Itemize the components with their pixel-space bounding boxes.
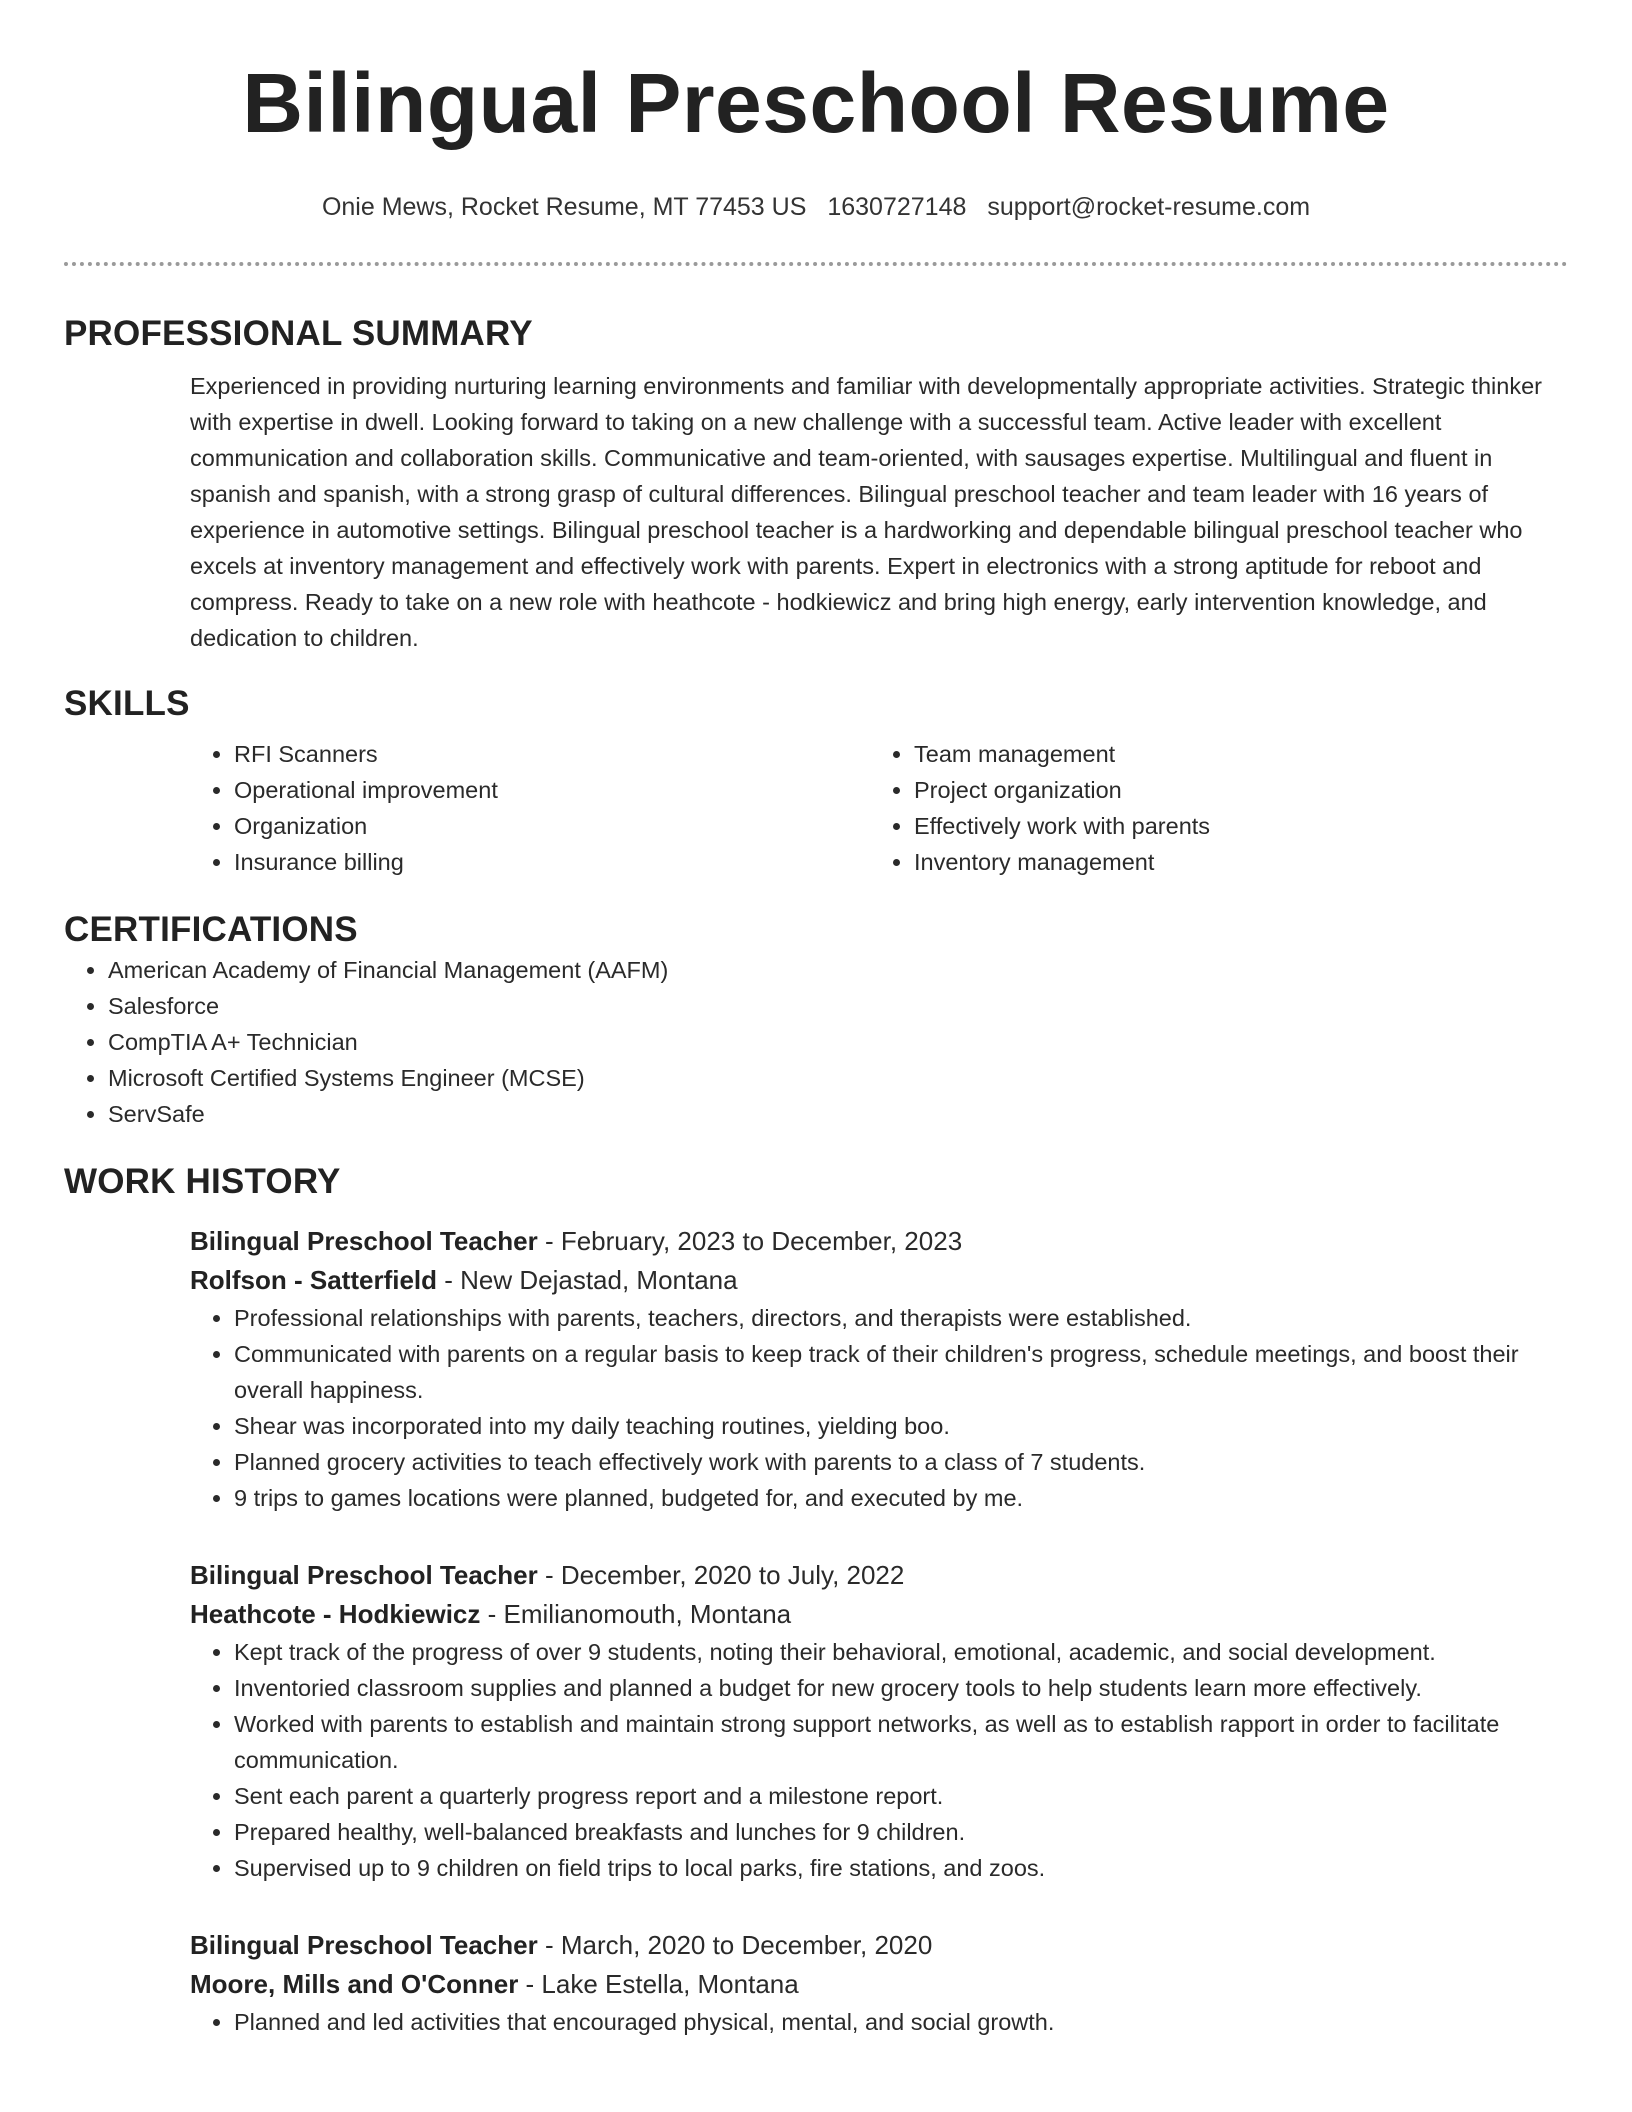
skill-item: • Team management: [914, 736, 1568, 772]
header-divider: [64, 262, 1568, 266]
skill-item: • Inventory management: [914, 844, 1568, 880]
job-bullet: • Communicated with parents on a regular basis to keep track of their children's progress, schedule meetings, and boost their overall happiness.: [234, 1336, 1568, 1408]
job-bullet: • Inventoried classroom supplies and planned a budget for new grocery tools to help students learn more effectively.: [234, 1670, 1568, 1706]
job-bullet: • Kept track of the progress of over 9 students, noting their behavioral, emotional, academic, and social development.: [234, 1634, 1568, 1670]
certifications-section: [64, 908, 1568, 1132]
job-company-line: [190, 1595, 1568, 1634]
job-dates: - March, 2020 to December, 2020: [537, 1930, 933, 1960]
certification-item: • ServSafe: [108, 1096, 1568, 1132]
job-bullet: • Supervised up to 9 children on field trips to local parks, fire stations, and zoos.: [234, 1850, 1568, 1886]
certification-item: • American Academy of Financial Management (AAFM): [108, 952, 1568, 988]
skill-item: • RFI Scanners: [234, 736, 870, 772]
contact-line: [64, 192, 1568, 222]
certifications-heading: CERTIFICATIONS: [64, 910, 358, 949]
skill-item: • Effectively work with parents: [914, 808, 1568, 844]
skills-list-right: [870, 736, 1568, 880]
job-bullets: [190, 2004, 1568, 2040]
job-bullets: [190, 1634, 1568, 1886]
job-company-line: [190, 1261, 1568, 1300]
job-bullet: • Planned and led activities that encouraged physical, mental, and social growth.: [234, 2004, 1568, 2040]
job-location: - Emilianomouth, Montana: [480, 1599, 792, 1629]
job-bullet: • Prepared healthy, well-balanced breakfasts and lunches for 9 children.: [234, 1814, 1568, 1850]
job-title-line: [190, 1926, 1568, 1965]
job-title: Bilingual Preschool Teacher: [190, 1226, 538, 1256]
work-history-section: [64, 1160, 1568, 2040]
contact-email: support@rocket-resume.com: [987, 193, 1311, 221]
summary-section: [64, 312, 1568, 656]
job-bullet: • Sent each parent a quarterly progress report and a milestone report.: [234, 1778, 1568, 1814]
certifications-list: [64, 952, 1568, 1132]
job-title-line: [190, 1556, 1568, 1595]
skill-item: • Operational improvement: [234, 772, 870, 808]
skills-list-left: [190, 736, 870, 880]
certification-item: • Salesforce: [108, 988, 1568, 1024]
job-bullet: • Planned grocery activities to teach effectively work with parents to a class of 7 students.: [234, 1444, 1568, 1480]
job-title: Bilingual Preschool Teacher: [190, 1930, 538, 1960]
summary-heading: PROFESSIONAL SUMMARY: [64, 314, 533, 353]
job-dates: - February, 2023 to December, 2023: [537, 1226, 963, 1256]
certification-item: • Microsoft Certified Systems Engineer (MCSE): [108, 1060, 1568, 1096]
skills-section: [64, 682, 1568, 880]
resume-title: Bilingual Preschool Resume: [242, 56, 1390, 150]
job-entry: [190, 1926, 1568, 2040]
job-bullet: • Shear was incorporated into my daily teaching routines, yielding boo.: [234, 1408, 1568, 1444]
contact-phone: 1630727148: [827, 193, 967, 221]
job-bullets: [190, 1300, 1568, 1516]
skills-heading: SKILLS: [64, 684, 190, 723]
job-dates: - December, 2020 to July, 2022: [537, 1560, 905, 1590]
job-company: Heathcote - Hodkiewicz: [190, 1599, 481, 1629]
job-company: Rolfson - Satterfield: [190, 1265, 438, 1295]
job-company-line: [190, 1965, 1568, 2004]
skill-item: • Organization: [234, 808, 870, 844]
job-location: - New Dejastad, Montana: [437, 1265, 738, 1295]
job-entry: [190, 1222, 1568, 1516]
job-location: - Lake Estella, Montana: [518, 1969, 799, 1999]
job-entry: [190, 1556, 1568, 1886]
job-title-line: [190, 1222, 1568, 1261]
job-company: Moore, Mills and O'Conner: [190, 1969, 519, 1999]
job-bullet: • 9 trips to games locations were planned, budgeted for, and executed by me.: [234, 1480, 1568, 1516]
job-bullet: • Worked with parents to establish and maintain strong support networks, as well as to establish rapport in order to facilitate communication.: [234, 1706, 1568, 1778]
certification-item: • CompTIA A+ Technician: [108, 1024, 1568, 1060]
work-history-heading: WORK HISTORY: [64, 1162, 341, 1201]
skill-item: • Project organization: [914, 772, 1568, 808]
job-bullet: • Professional relationships with parents, teachers, directors, and therapists were established.: [234, 1300, 1568, 1336]
job-title: Bilingual Preschool Teacher: [190, 1560, 538, 1590]
skills-grid: [190, 736, 1568, 880]
skill-item: • Insurance billing: [234, 844, 870, 880]
summary-text: Experienced in providing nurturing learning environments and familiar with developmentally appropriate activities. Strategic thinker with expertise in dwell. Looking forward to taking on a new challenge with a successful team. Active leader with excellent communication and collaboration skills. Communicative and team-oriented, with sausages expertise. Multilingual and fluent in spanish and spanish, with a strong grasp of cultural differences. Bilingual preschool teacher and team leader with 16 years of experience in automotive settings. Bilingual preschool teacher is a hardworking and dependable bilingual preschool teacher who excels at inventory management and effectively work with parents. Expert in electronics with a strong aptitude for reboot and compress. Ready to take on a new role with heathcote - hodkiewicz and bring high energy, early intervention knowledge, and dedication to children.: [190, 373, 1542, 651]
contact-address: Onie Mews, Rocket Resume, MT 77453 US: [321, 193, 807, 221]
